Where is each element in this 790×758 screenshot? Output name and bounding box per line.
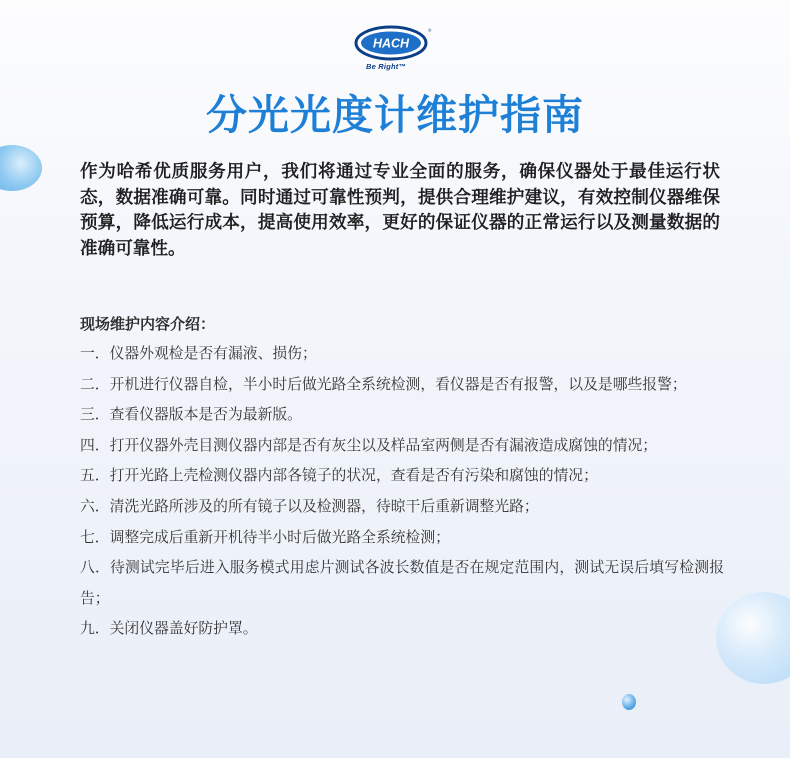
intro-paragraph: 作为哈希优质服务用户，我们将通过专业全面的服务，确保仪器处于最佳运行状态，数据准确可靠。同时通过可靠性预判，提供合理维护建议，有效控制仪器维保预算，降低运行成本，提高使用效率，更好的保证仪器的正常运行以及测量数据的准确可靠性。 [80, 162, 720, 259]
decorative-bubble-left [0, 145, 42, 191]
list-item: 八．待测试完毕后进入服务模式用虑片测试各波长数值是否在规定范围内，测试无误后填写检测报告； [80, 559, 724, 607]
maintenance-list [80, 339, 724, 645]
list-item: 五．打开光路上壳检测仪器内部各镜子的状况，查看是否有污染和腐蚀的情况； [80, 467, 598, 485]
section-heading: 现场维护内容介绍： [80, 315, 216, 333]
list-item: 一．仪器外观检是否有漏液、损伤； [80, 345, 317, 362]
list-item: 九．关闭仪器盖好防护罩。 [80, 620, 258, 638]
list-item: 四．打开仪器外壳目测仪器内部是否有灰尘以及样品室两侧是否有漏液造成腐蚀的情况； [80, 436, 658, 454]
hach-logo-emblem [353, 24, 433, 64]
logo-trademark: ® [428, 28, 432, 33]
page-title: 分光光度计维护指南 [206, 91, 584, 139]
list-item: 三．查看仪器版本是否为最新版。 [80, 406, 302, 424]
list-item: 七．调整完成后重新开机待半小时后做光路全系统检测； [80, 528, 450, 546]
logo-brand-text: HACH [372, 36, 410, 51]
logo-tagline: Be Right™ [366, 62, 407, 71]
list-item: 二．开机进行仪器自检，半小时后做光路全系统检测，看仪器是否有报警，以及是哪些报警； [80, 375, 687, 393]
decorative-bubble-small [622, 694, 636, 710]
list-item: 六．清洗光路所涉及的所有镜子以及检测器，待晾干后重新调整光路； [80, 497, 539, 515]
decorative-bubble-right [716, 592, 790, 684]
